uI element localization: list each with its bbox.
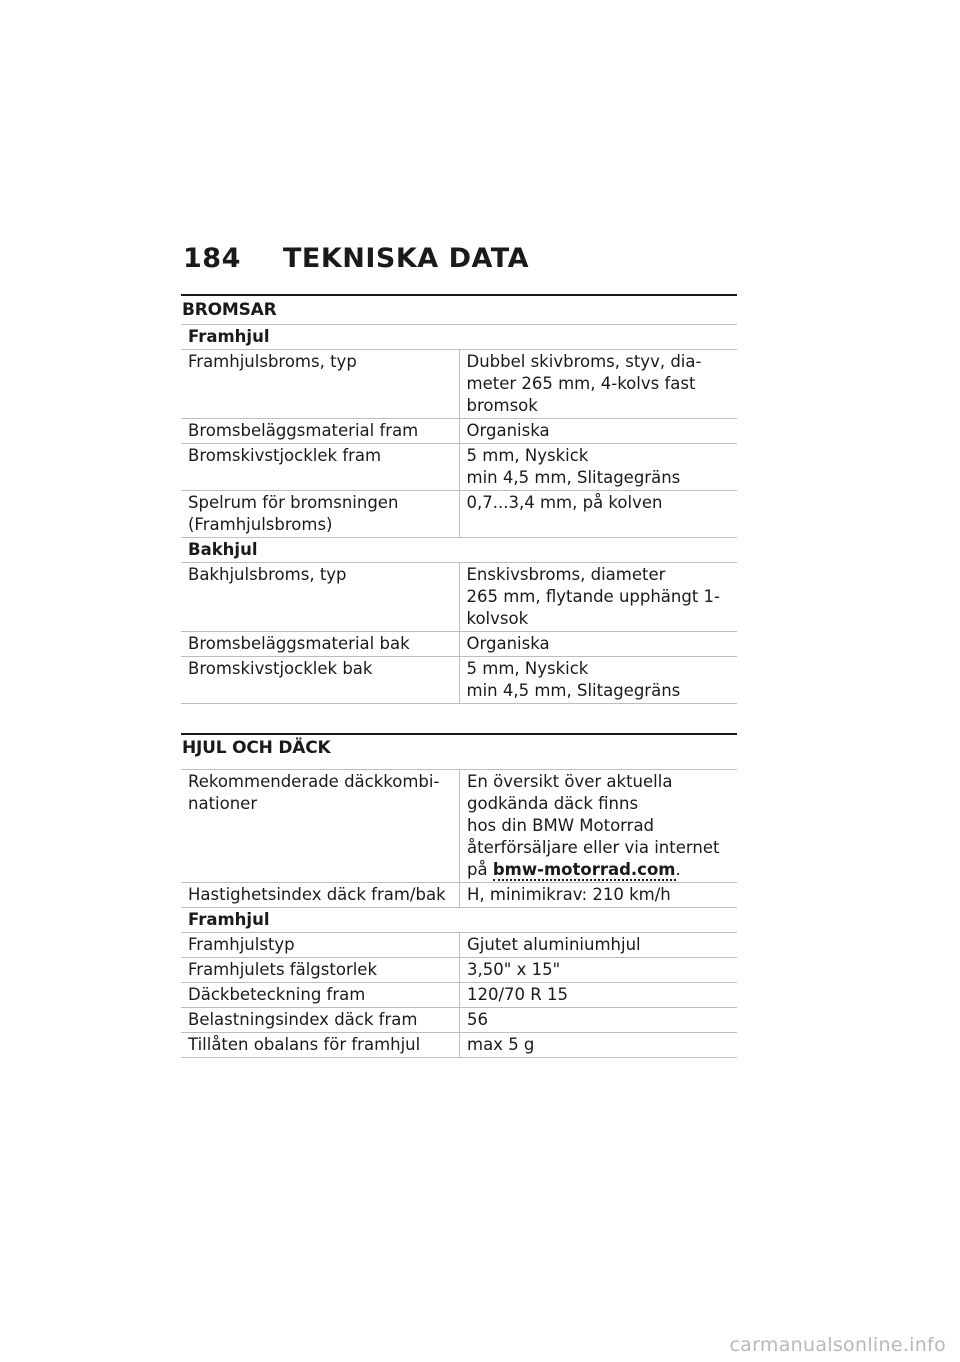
row-value: 3,50" x 15"	[460, 958, 738, 983]
table-row	[181, 657, 737, 704]
row-value: Enskivsbroms, diameter 265 mm, flytande upphängt 1- kolvsok	[459, 563, 737, 632]
watermark: carmanualsonline.info	[729, 1334, 946, 1356]
row-label: Rekommenderade däckkombi- nationer	[181, 770, 460, 883]
row-label: Bromsbeläggsmaterial fram	[181, 419, 459, 444]
row-label: Däckbeteckning fram	[181, 983, 460, 1008]
table-row	[181, 1033, 737, 1058]
row-label: Tillåten obalans för framhjul	[181, 1033, 460, 1058]
link-prefix: på	[467, 860, 493, 879]
subheading-front: Framhjul	[181, 908, 737, 933]
table-row	[181, 883, 737, 908]
row-value: Organiska	[459, 632, 737, 657]
section-bromsar	[181, 294, 737, 704]
table-row	[181, 933, 737, 958]
row-label: Hastighetsindex däck fram/bak	[181, 883, 460, 908]
section-title: BROMSAR	[182, 300, 277, 320]
table-row	[181, 419, 737, 444]
row-value: 120/70 R 15	[460, 983, 738, 1008]
row-value: Organiska	[459, 419, 737, 444]
subheading-row	[181, 538, 737, 563]
row-label: Framhjulets fälgstorlek	[181, 958, 460, 983]
section-title: HJUL OCH DÄCK	[182, 738, 331, 758]
table-row	[181, 983, 737, 1008]
table-row	[181, 350, 737, 419]
link-suffix: .	[675, 860, 681, 879]
subheading-row	[181, 325, 737, 350]
row-value: max 5 g	[460, 1033, 738, 1058]
page-number: 184	[183, 243, 241, 274]
row-label: Bromsbeläggsmaterial bak	[181, 632, 459, 657]
table-row	[181, 770, 737, 883]
table-row	[181, 491, 737, 538]
row-label: Bromskivstjocklek bak	[181, 657, 459, 704]
row-label: Bakhjulsbroms, typ	[181, 563, 459, 632]
row-label: Framhjulstyp	[181, 933, 460, 958]
table-row	[181, 444, 737, 491]
page-header	[183, 243, 530, 274]
row-value	[460, 770, 738, 883]
row-label: Spelrum för bromsningen (Framhjulsbroms)	[181, 491, 459, 538]
row-value: Dubbel skivbroms, styv, dia- meter 265 mm, 4-kolvs fast bromsok	[459, 350, 737, 419]
table-row	[181, 563, 737, 632]
row-value: 56	[460, 1008, 738, 1033]
subheading-rear: Bakhjul	[181, 538, 737, 563]
row-value: H, minimikrav: 210 km/h	[460, 883, 738, 908]
row-label: Framhjulsbroms, typ	[181, 350, 459, 419]
table-row	[181, 632, 737, 657]
row-value: 5 mm, Nyskick min 4,5 mm, Slitagegräns	[459, 444, 737, 491]
subheading-front: Framhjul	[181, 325, 737, 350]
row-value: Gjutet aluminiumhjul	[460, 933, 738, 958]
brakes-table	[181, 324, 737, 704]
section-hjul-och-dack	[181, 733, 737, 1058]
wheels-table	[181, 769, 737, 1058]
subheading-row	[181, 908, 737, 933]
page-title: TEKNISKA DATA	[283, 243, 530, 274]
row-value: 0,7...3,4 mm, på kolven	[459, 491, 737, 538]
row-label: Belastningsindex däck fram	[181, 1008, 460, 1033]
recommendation-text: En översikt över aktuella godkända däck finns hos din BMW Motorrad återförsäljare eller via internet	[467, 772, 720, 857]
row-value: 5 mm, Nyskick min 4,5 mm, Slitagegräns	[459, 657, 737, 704]
table-row	[181, 958, 737, 983]
bmw-motorrad-link[interactable]: bmw-motorrad.com	[492, 860, 676, 879]
row-label: Bromskivstjocklek fram	[181, 444, 459, 491]
table-row	[181, 1008, 737, 1033]
